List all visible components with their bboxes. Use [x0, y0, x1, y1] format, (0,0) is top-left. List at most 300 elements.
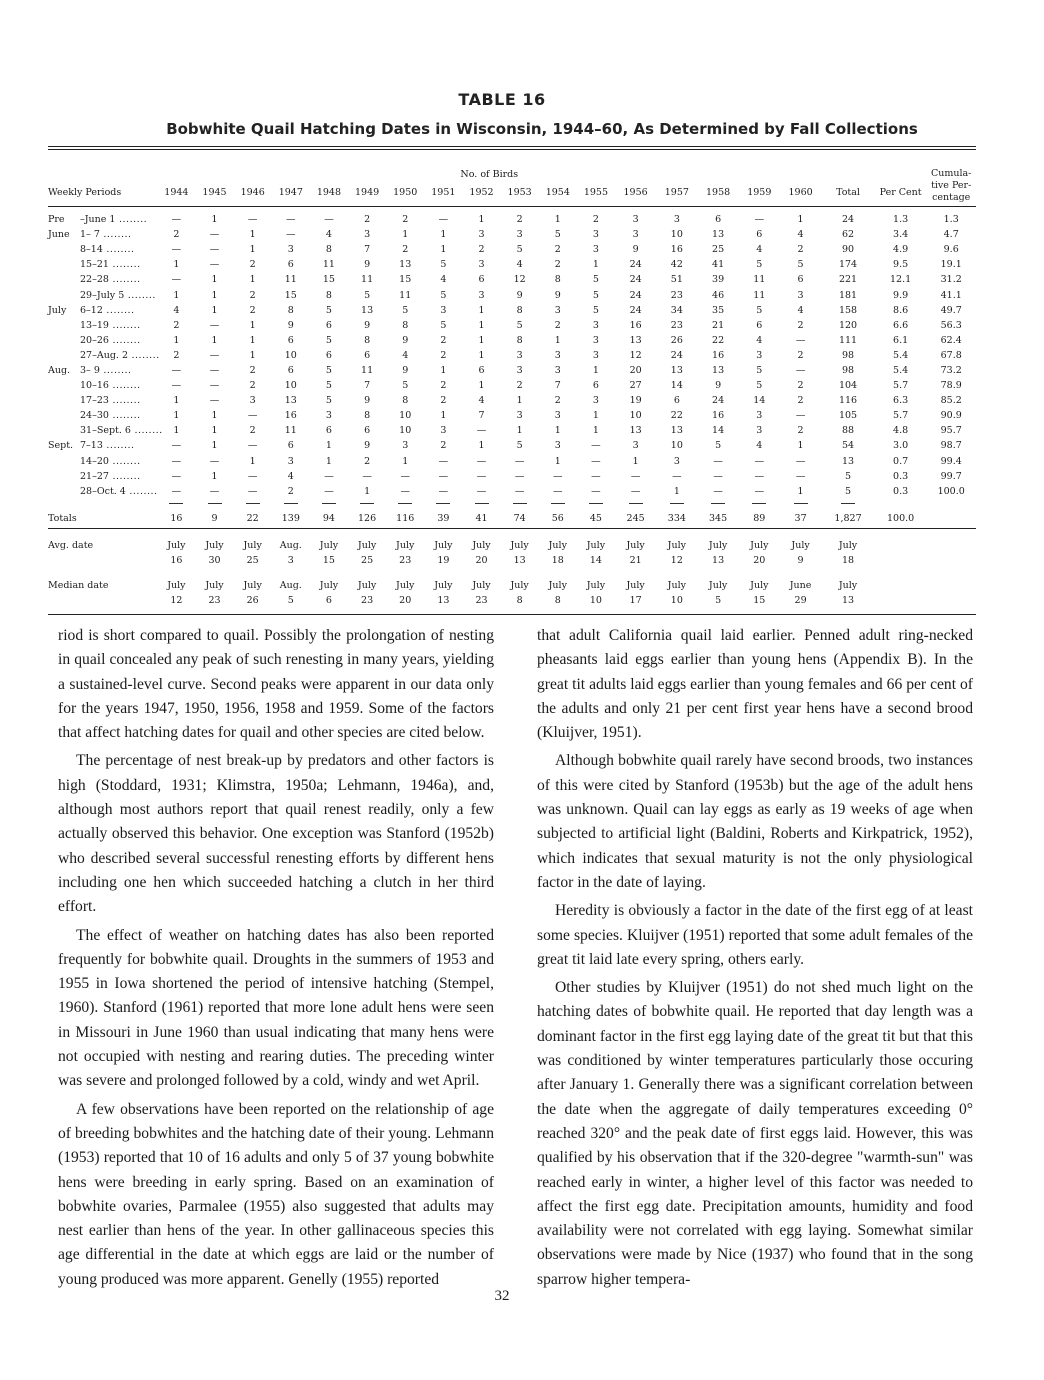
avg-date-month: July [548, 540, 567, 552]
count-cell: 13 [361, 304, 374, 316]
count-cell: 3 [797, 289, 804, 301]
count-cell: 3 [554, 304, 561, 316]
count-cell: 7 [364, 244, 371, 256]
count-cell: 13 [284, 395, 297, 407]
sum-rule [501, 499, 539, 509]
sum-rule [195, 499, 233, 509]
count-cell: — [209, 455, 220, 467]
median-date-month: July [708, 580, 728, 592]
count-cell: 3 [592, 319, 599, 331]
median-date-month: July [396, 580, 415, 592]
sum-rule [348, 499, 386, 509]
count-cell: 14 [670, 380, 683, 392]
avg-date-month: July [396, 540, 415, 552]
leader-dots: ........ [102, 440, 135, 452]
count-cell: 1 [440, 364, 447, 376]
count-cell: 1 [173, 410, 180, 422]
avg-date-day: 18 [841, 555, 855, 567]
median-date-day: 20 [399, 595, 412, 607]
count-cell: 16 [284, 410, 297, 422]
count-cell: 3 [592, 334, 599, 346]
table-caption: Bobwhite Quail Hatching Dates in Wisconsin, 1944–60, As Determined by Fall Collections [166, 120, 918, 138]
period-label [48, 318, 157, 333]
count-cell: 1 [440, 229, 447, 241]
total-cell: 98 [841, 364, 855, 376]
count-cell: 24 [629, 274, 642, 286]
count-cell: 2 [364, 455, 371, 467]
year-header: 1957 [664, 187, 689, 199]
cumulative-cell: 1.3 [943, 214, 959, 226]
count-cell: 2 [364, 214, 371, 226]
count-cell: 3 [364, 229, 371, 241]
count-cell: 2 [797, 395, 804, 407]
count-cell: 3 [632, 214, 639, 226]
table-row [48, 378, 976, 393]
count-cell: 24 [629, 259, 642, 271]
median-date-month: July [750, 580, 769, 592]
count-cell: 4 [756, 244, 763, 256]
cumulative-cell: 19.1 [940, 259, 962, 271]
totals-cell: 345 [709, 513, 728, 525]
total-cell: 174 [838, 259, 858, 271]
year-header: 1944 [164, 187, 189, 199]
totals-cell: 116 [396, 513, 415, 525]
hatching-dates-table [48, 158, 976, 621]
count-cell: 1 [554, 214, 561, 226]
avg-date-month: July [838, 540, 858, 552]
count-cell: 2 [249, 425, 256, 437]
count-cell: 1 [211, 470, 218, 482]
count-cell: — [247, 410, 258, 422]
total-cell: 5 [845, 485, 852, 497]
avg-date-month: July [667, 540, 687, 552]
count-cell: 5 [325, 334, 332, 346]
count-cell: — [209, 319, 220, 331]
count-cell: — [438, 470, 449, 482]
avg-date-month: July [205, 540, 224, 552]
totals-cell: 139 [281, 513, 300, 525]
count-cell: 5 [516, 440, 523, 452]
count-cell: — [591, 470, 601, 482]
count-cell: — [476, 470, 487, 482]
percent-cell: 3.4 [893, 229, 909, 241]
count-cell: 9 [402, 364, 409, 376]
count-cell: 14 [712, 425, 725, 437]
table-top-rule [48, 146, 976, 147]
count-cell: 25 [712, 244, 725, 256]
table-row [48, 423, 976, 438]
count-cell: 3 [402, 440, 409, 452]
count-cell: 2 [554, 319, 561, 331]
count-cell: 11 [361, 274, 374, 286]
count-cell: — [713, 470, 723, 482]
empty-cell [48, 593, 157, 609]
percent-cell: 9.9 [893, 289, 909, 301]
count-cell: 4 [516, 259, 523, 271]
leader-dots: ........ [115, 214, 148, 226]
count-cell: — [171, 380, 182, 392]
period-range: 28–Oct. 4 [80, 485, 126, 497]
cumulative-cell: 9.6 [943, 244, 959, 256]
cumulative-cell: 49.7 [940, 304, 962, 316]
sum-rule [462, 499, 500, 509]
count-cell: 1 [249, 274, 256, 286]
count-cell: 4 [287, 470, 294, 482]
count-cell: 1 [632, 455, 639, 467]
empty-cell [926, 539, 976, 553]
count-cell: 6 [715, 214, 722, 226]
table-rule [48, 529, 976, 535]
totals-cell: 126 [358, 513, 377, 525]
count-cell: 4 [478, 395, 485, 407]
count-cell: 1 [325, 440, 332, 452]
count-cell: 1 [592, 259, 599, 271]
paragraph: A few observations have been reported on the relationship of age of breeding bobwhites and the hatching date of their young. Lehmann (1953) reported that 10 of 16 adults and only 5 of 37 young bobwhite hens were breeding in early spring. Based on an examination of bobwhite ovaries, Parmalee (1955) also suggested that adults may nest earlier than hens of the year. In other gallinaceous species this age differential in the date at which eggs are laid or the number of young produced was more apparent. Genelly (1955) reported [58, 1100, 494, 1288]
cumulative-cell: 4.7 [943, 229, 959, 241]
count-cell: 5 [592, 274, 599, 286]
count-cell: — [754, 455, 765, 467]
count-cell: 39 [712, 274, 725, 286]
count-cell: 1 [211, 440, 218, 452]
count-cell: 1 [592, 364, 599, 376]
period-label [48, 272, 157, 287]
count-cell: 2 [797, 425, 804, 437]
median-date-month: July [243, 580, 262, 592]
count-cell: 11 [361, 364, 374, 376]
count-cell: 19 [629, 395, 642, 407]
cumulative-cell: 67.8 [940, 349, 962, 361]
count-cell: 2 [173, 229, 180, 241]
count-cell: 5 [516, 319, 523, 331]
count-cell: — [795, 470, 806, 482]
count-cell: — [672, 470, 682, 482]
count-cell: 34 [670, 304, 683, 316]
count-cell: 5 [592, 304, 599, 316]
year-header: 1952 [469, 187, 494, 199]
count-cell: 5 [592, 289, 599, 301]
period-range: 20–26 [80, 334, 109, 346]
total-cell: 116 [838, 395, 858, 407]
count-cell: — [247, 214, 258, 226]
count-cell: 1 [249, 229, 256, 241]
count-cell: 2 [478, 244, 485, 256]
year-header: 1956 [623, 187, 648, 199]
avg-date-day: 25 [361, 555, 374, 567]
count-cell: 1 [478, 304, 485, 316]
count-cell: — [476, 455, 487, 467]
median-date-day: 10 [670, 595, 683, 607]
count-cell: 6 [592, 380, 599, 392]
count-cell: 13 [629, 334, 642, 346]
year-header: 1954 [545, 187, 570, 199]
count-cell: 5 [756, 364, 763, 376]
count-cell: 2 [592, 214, 599, 226]
avg-date-month: July [167, 540, 186, 552]
count-cell: 5 [364, 289, 371, 301]
count-cell: 24 [670, 349, 683, 361]
median-date-month: July [510, 580, 529, 592]
cumulative-header: Cumula-tive Per-centage [930, 167, 972, 203]
count-cell: 1 [440, 244, 447, 256]
count-cell: 1 [592, 425, 599, 437]
percent-cell: 6.6 [893, 319, 909, 331]
year-header: 1951 [431, 187, 456, 199]
count-cell: — [476, 425, 487, 437]
period-range: 13–19 [80, 319, 109, 331]
count-cell: — [514, 485, 525, 497]
empty-cell [875, 553, 927, 569]
year-header: 1955 [583, 187, 609, 199]
leader-dots: ........ [108, 274, 141, 286]
sum-rule [539, 499, 577, 509]
count-cell: 9 [402, 334, 409, 346]
median-date-day: 23 [475, 595, 488, 607]
year-header: 1949 [354, 187, 380, 199]
percent-cell: 5.4 [893, 349, 909, 361]
count-cell: 6 [325, 349, 332, 361]
avg-date-day: 9 [797, 555, 804, 567]
median-date-month: July [667, 580, 687, 592]
count-cell: — [476, 485, 487, 497]
period-label [48, 287, 157, 302]
cumulative-cell: 85.2 [940, 395, 962, 407]
count-cell: 6 [325, 425, 332, 437]
count-cell: — [209, 485, 220, 497]
period-label [48, 423, 163, 438]
percent-cell: 5.7 [893, 380, 909, 392]
count-cell: 1 [554, 425, 561, 437]
table-row [48, 287, 976, 302]
count-cell: 3 [554, 410, 561, 422]
total-cell: 98 [841, 349, 855, 361]
count-cell: 5 [756, 259, 763, 271]
avg-date-month: July [626, 540, 645, 552]
count-cell: 16 [712, 349, 725, 361]
table-row [48, 363, 976, 378]
count-cell: 2 [249, 259, 256, 271]
count-cell: — [553, 470, 563, 482]
count-cell: 9 [632, 244, 639, 256]
percent-cell: 0.7 [893, 455, 909, 467]
leader-dots: ........ [124, 289, 156, 301]
count-cell: 4 [756, 440, 763, 452]
leader-dots: ........ [108, 395, 141, 407]
count-cell: 9 [364, 395, 371, 407]
sum-rule [310, 499, 348, 509]
avg-date-day: 30 [208, 555, 221, 567]
count-cell: 1 [211, 274, 218, 286]
count-cell: 3 [478, 229, 485, 241]
count-cell: 12 [513, 274, 526, 286]
median-date-month: July [167, 580, 186, 592]
count-cell: — [514, 455, 525, 467]
count-cell: 1 [211, 289, 218, 301]
total-cell: 88 [841, 425, 855, 437]
count-cell: 23 [670, 319, 683, 331]
count-cell: 1 [554, 334, 561, 346]
count-cell: 2 [287, 485, 294, 497]
count-cell: 5 [756, 304, 763, 316]
median-date-month: Aug. [279, 580, 302, 592]
median-date-day: 10 [589, 595, 602, 607]
count-cell: 8 [287, 304, 294, 316]
median-date-day: 5 [715, 595, 722, 607]
empty-cell [926, 593, 976, 609]
count-cell: 1 [173, 395, 180, 407]
avg-date-day: 14 [589, 555, 602, 567]
median-date-day: 23 [361, 595, 374, 607]
median-date-month: July [205, 580, 224, 592]
count-cell: 24 [712, 395, 725, 407]
count-cell: — [438, 214, 449, 226]
paragraph: that adult California quail laid earlier. Penned adult ring-necked pheasants laid eggs earlier than young hens (Appendix B). In the great tit adults laid eggs earlier than young females and 66 per cent of the adults and only 21 per cent first year hens have a second brood (Kluijver, 1951). [537, 627, 973, 742]
year-header: 1950 [393, 187, 418, 199]
leader-dots: ........ [130, 425, 163, 437]
avg-date-label: Avg. date [48, 540, 94, 552]
count-cell: — [362, 470, 372, 482]
percent-cell: 8.6 [893, 304, 909, 316]
count-cell: 1 [516, 395, 523, 407]
count-cell: 4 [797, 229, 804, 241]
period-range: 1– 7 [80, 229, 100, 241]
period-label [48, 393, 157, 408]
median-date-month: July [626, 580, 645, 592]
avg-date-month: Aug. [279, 540, 302, 552]
cumulative-cell: 90.9 [940, 410, 962, 422]
leader-dots: ........ [108, 455, 141, 467]
count-cell: 6 [797, 274, 804, 286]
count-cell: 3 [516, 229, 523, 241]
table-row [48, 318, 976, 333]
median-date-day-row [48, 593, 976, 609]
totals-cell: 334 [667, 513, 686, 525]
count-cell: 10 [399, 410, 412, 422]
percent-cell: 1.3 [893, 214, 909, 226]
count-cell: 6 [756, 229, 763, 241]
count-cell: 1 [797, 214, 804, 226]
count-cell: 7 [364, 380, 371, 392]
count-cell: — [713, 455, 723, 467]
total-cell: 111 [838, 334, 858, 346]
sum-rule [272, 499, 310, 509]
median-date-day: 13 [841, 595, 855, 607]
total-cell: 105 [838, 410, 858, 422]
count-cell: 11 [284, 425, 297, 437]
totals-cell: 245 [626, 513, 645, 525]
avg-date-month: July [357, 540, 377, 552]
count-cell: 2 [440, 380, 447, 392]
period-label [48, 212, 157, 227]
count-cell: 5 [756, 380, 763, 392]
count-cell: 3 [516, 349, 523, 361]
count-cell: 13 [399, 259, 412, 271]
count-cell: 1 [249, 319, 256, 331]
median-date-month: July [548, 580, 567, 592]
table-row [48, 212, 976, 227]
count-cell: 3 [632, 440, 639, 452]
total-cell: 158 [838, 304, 858, 316]
count-cell: 1 [325, 455, 332, 467]
avg-date-day: 25 [246, 555, 259, 567]
count-cell: 8 [325, 289, 332, 301]
count-cell: 2 [249, 289, 256, 301]
sum-rule [157, 499, 195, 509]
avg-date-day: 3 [287, 555, 294, 567]
count-cell: 3 [554, 349, 561, 361]
median-date-month: July [434, 580, 453, 592]
label-header: Weekly Periods [48, 187, 122, 199]
totals-cell: 37 [794, 513, 807, 525]
count-cell: 1 [249, 244, 256, 256]
total-cell: 13 [841, 455, 855, 467]
percent-cell: 6.3 [893, 395, 909, 407]
period-label [48, 454, 157, 469]
count-cell: 13 [670, 425, 683, 437]
sum-rule [615, 499, 656, 509]
median-date-month-row [48, 579, 976, 593]
count-cell: 42 [670, 259, 683, 271]
totals-cell: 74 [513, 513, 526, 525]
count-cell: 3 [592, 229, 599, 241]
count-cell: 7 [554, 380, 561, 392]
avg-date-month: July [586, 540, 606, 552]
count-cell: 1 [554, 455, 561, 467]
median-date-month: July [472, 580, 491, 592]
percent-cell: 3.0 [893, 440, 909, 452]
period-range: –June 1 [80, 214, 116, 226]
count-cell: 5 [402, 380, 409, 392]
count-cell: 51 [670, 274, 683, 286]
count-cell: — [795, 364, 806, 376]
avg-date-day: 13 [513, 555, 526, 567]
count-cell: 16 [629, 319, 642, 331]
count-cell: 2 [440, 395, 447, 407]
page-number: 32 [494, 1288, 510, 1304]
count-cell: 2 [249, 304, 256, 316]
count-cell: 15 [322, 274, 335, 286]
count-cell: — [514, 470, 525, 482]
table-row [48, 408, 976, 423]
count-cell: — [324, 470, 334, 482]
count-cell: 9 [364, 259, 371, 271]
percent-cell: 4.8 [893, 425, 909, 437]
table-row [48, 333, 976, 348]
count-cell: 1 [173, 289, 180, 301]
count-cell: 2 [402, 244, 409, 256]
paragraph: Heredity is obviously a factor in the date of the first egg of at least some species. Kluijver (1951) reported that some adult females of the great tit laid late every spring, others early. [537, 902, 973, 968]
count-cell: 1 [249, 334, 256, 346]
table-top-rule-2 [48, 149, 976, 150]
year-header: 1958 [705, 187, 731, 199]
sum-rule [697, 499, 738, 509]
count-cell: 12 [629, 349, 642, 361]
count-cell: 22 [670, 410, 683, 422]
count-cell: 5 [554, 229, 561, 241]
count-cell: 2 [249, 380, 256, 392]
count-cell: 1 [211, 425, 218, 437]
count-cell: — [591, 455, 601, 467]
paragraph: Other studies by Kluijver (1951) do not shed much light on the hatching dates of bobwhite quail. He reported that day length was a dominant factor in the first egg laying date of the great tit but that this was conditioned by winter temperatures particularly those occuring after January 1. Generally there was a significant correlation between the date when the aggregate of daily temperatures exceeding 0° reached 320° and the peak date of first eggs laid. However, this was qualified by his observation that if the 320-degree "warmth-sun" was reached early in winter, a higher level of this factor was needed to affect the first egg date. Precipitation amounts, humidity and food availability were not correlated with egg laying. Somewhat similar observations were made by Nice (1937) who found that in the song sparrow higher tempera- [537, 979, 973, 1288]
totals-cell: 89 [753, 513, 766, 525]
leader-dots: ........ [99, 364, 132, 376]
count-cell: 6 [364, 425, 371, 437]
totals-cell: 16 [170, 513, 183, 525]
count-cell: 8 [554, 274, 561, 286]
median-date-day: 15 [753, 595, 766, 607]
count-cell: 2 [516, 214, 523, 226]
count-cell: 6 [478, 274, 485, 286]
count-cell: — [171, 470, 182, 482]
